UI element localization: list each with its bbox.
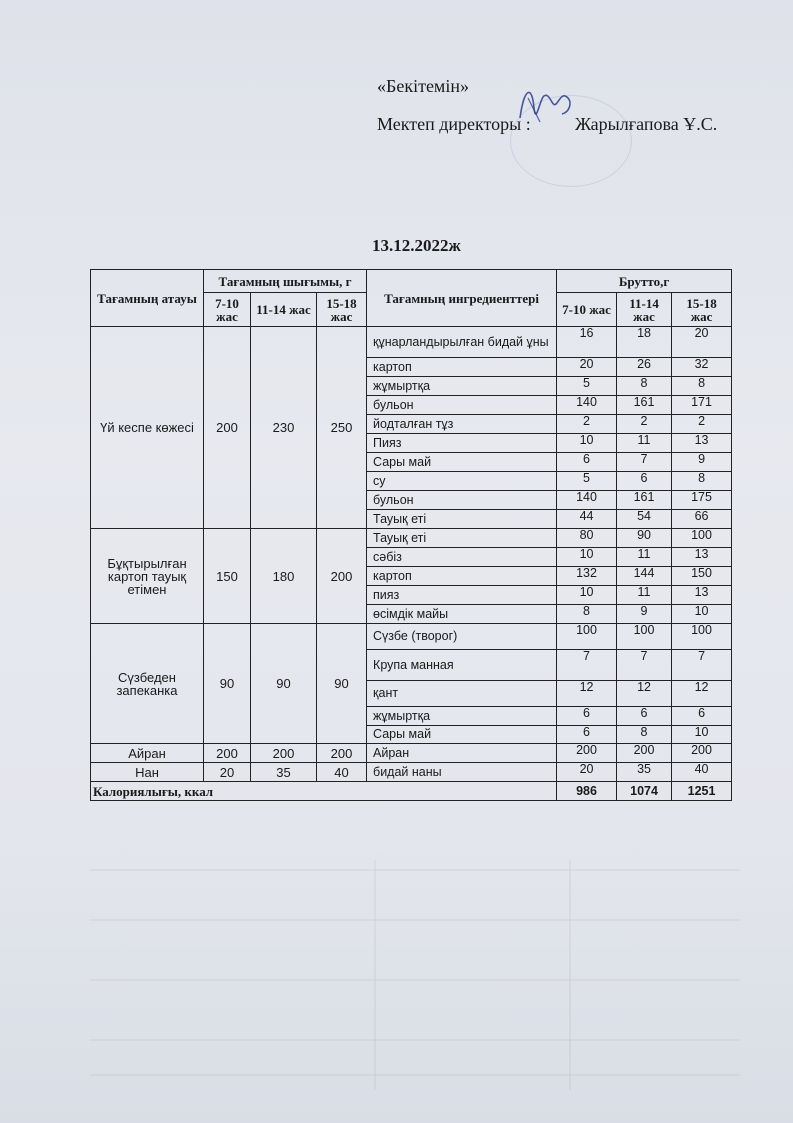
gross-value: 26: [617, 358, 672, 377]
gross-value: 32: [672, 358, 732, 377]
dish-yield: 150: [204, 529, 251, 624]
gross-value: 11: [617, 586, 672, 605]
gross-value: 6: [617, 707, 672, 726]
menu-date: 13.12.2022ж: [372, 236, 461, 255]
dish-name: Үй кеспе көжесі: [91, 327, 204, 529]
menu-table: [90, 269, 732, 801]
gross-value: 20: [557, 763, 617, 782]
header-yield-age3: 15-18 жас: [317, 293, 367, 327]
signature-mark: [510, 78, 580, 138]
gross-value: 20: [557, 358, 617, 377]
gross-value: 12: [617, 681, 672, 707]
gross-value: 90: [617, 529, 672, 548]
approval-title: «Бекітемін»: [377, 76, 469, 96]
gross-value: 5: [557, 377, 617, 396]
gross-value: 80: [557, 529, 617, 548]
gross-value: 10: [672, 726, 732, 744]
gross-value: 2: [617, 415, 672, 434]
dish-yield: 200: [317, 744, 367, 763]
gross-value: 8: [672, 377, 732, 396]
gross-value: 200: [672, 744, 732, 763]
ingredient-name: жұмыртқа: [367, 377, 557, 396]
gross-value: 9: [617, 605, 672, 624]
dish-name: Бұқтырылған картоп тауық етімен: [91, 529, 204, 624]
gross-value: 8: [557, 605, 617, 624]
gross-value: 5: [557, 472, 617, 491]
ingredient-name: бульон: [367, 491, 557, 510]
gross-value: 10: [672, 605, 732, 624]
director-name: Жарылғапова Ұ.С.: [575, 114, 718, 134]
ingredient-name: Сары май: [367, 453, 557, 472]
table-row: [91, 327, 732, 358]
dish-yield: 250: [317, 327, 367, 529]
gross-value: 12: [672, 681, 732, 707]
gross-value: 8: [672, 472, 732, 491]
gross-value: 132: [557, 567, 617, 586]
dish-yield: 90: [204, 624, 251, 744]
dish-yield: 230: [251, 327, 317, 529]
dish-yield: 20: [204, 763, 251, 782]
ingredient-name: өсімдік майы: [367, 605, 557, 624]
gross-value: 11: [617, 548, 672, 567]
header-gross: Брутто,г: [557, 270, 732, 293]
gross-value: 7: [617, 453, 672, 472]
ingredient-name: жұмыртқа: [367, 707, 557, 726]
table-row: [91, 744, 732, 763]
gross-value: 100: [672, 624, 732, 650]
dish-yield: 90: [317, 624, 367, 744]
table-row: [91, 529, 732, 548]
gross-value: 10: [557, 434, 617, 453]
gross-value: 150: [672, 567, 732, 586]
ingredient-name: Сары май: [367, 726, 557, 744]
gross-value: 7: [672, 650, 732, 681]
gross-value: 161: [617, 491, 672, 510]
gross-value: 6: [672, 707, 732, 726]
gross-value: 200: [557, 744, 617, 763]
gross-value: 7: [557, 650, 617, 681]
gross-value: 6: [557, 726, 617, 744]
director-label: Мектеп директоры :: [377, 114, 531, 134]
header-gross-age3: 15-18 жас: [672, 293, 732, 327]
gross-value: 6: [617, 472, 672, 491]
gross-value: 13: [672, 548, 732, 567]
gross-value: 18: [617, 327, 672, 358]
header-dish: Тағамның атауы: [91, 270, 204, 327]
dish-name: Айран: [91, 744, 204, 763]
dish-yield: 35: [251, 763, 317, 782]
gross-value: 44: [557, 510, 617, 529]
ingredient-name: бидай наны: [367, 763, 557, 782]
gross-value: 100: [557, 624, 617, 650]
header-ingredients: Тағамның ингредиенттері: [367, 270, 557, 327]
ingredient-name: су: [367, 472, 557, 491]
ingredient-name: Пияз: [367, 434, 557, 453]
gross-value: 175: [672, 491, 732, 510]
ingredient-name: құнарландырылған бидай ұны: [367, 327, 557, 358]
gross-value: 16: [557, 327, 617, 358]
gross-value: 171: [672, 396, 732, 415]
total-row: [91, 782, 732, 801]
gross-value: 144: [617, 567, 672, 586]
header-yield: Тағамның шығымы, г: [204, 270, 367, 293]
ingredient-name: Сүзбе (творог): [367, 624, 557, 650]
dish-yield: 200: [317, 529, 367, 624]
gross-value: 13: [672, 434, 732, 453]
table-row: [91, 624, 732, 650]
gross-value: 9: [672, 453, 732, 472]
dish-yield: 200: [204, 744, 251, 763]
dish-yield: 90: [251, 624, 317, 744]
calorie-value: 1251: [672, 782, 732, 801]
table-row: [91, 763, 732, 782]
gross-value: 40: [672, 763, 732, 782]
gross-value: 12: [557, 681, 617, 707]
ingredient-name: Тауық еті: [367, 529, 557, 548]
ingredient-name: қант: [367, 681, 557, 707]
dish-yield: 40: [317, 763, 367, 782]
gross-value: 200: [617, 744, 672, 763]
gross-value: 140: [557, 491, 617, 510]
gross-value: 2: [557, 415, 617, 434]
gross-value: 8: [617, 726, 672, 744]
ingredient-name: Айран: [367, 744, 557, 763]
header-yield-age2: 11-14 жас: [251, 293, 317, 327]
header-gross-age1: 7-10 жас: [557, 293, 617, 327]
gross-value: 140: [557, 396, 617, 415]
ingredient-name: бульон: [367, 396, 557, 415]
gross-value: 13: [672, 586, 732, 605]
header-gross-age2: 11-14 жас: [617, 293, 672, 327]
gross-value: 10: [557, 548, 617, 567]
gross-value: 100: [617, 624, 672, 650]
dish-yield: 180: [251, 529, 317, 624]
gross-value: 7: [617, 650, 672, 681]
gross-value: 54: [617, 510, 672, 529]
ingredient-name: Крупа манная: [367, 650, 557, 681]
ingredient-name: пияз: [367, 586, 557, 605]
dish-name: Нан: [91, 763, 204, 782]
gross-value: 6: [557, 707, 617, 726]
calorie-value: 986: [557, 782, 617, 801]
bleed-through-lines: [90, 860, 740, 1090]
calorie-value: 1074: [617, 782, 672, 801]
gross-value: 161: [617, 396, 672, 415]
dish-name: Сүзбеден запеканка: [91, 624, 204, 744]
gross-value: 8: [617, 377, 672, 396]
gross-value: 35: [617, 763, 672, 782]
gross-value: 20: [672, 327, 732, 358]
gross-value: 100: [672, 529, 732, 548]
gross-value: 11: [617, 434, 672, 453]
gross-value: 2: [672, 415, 732, 434]
gross-value: 10: [557, 586, 617, 605]
ingredient-name: йодталған тұз: [367, 415, 557, 434]
ingredient-name: картоп: [367, 567, 557, 586]
calorie-label: Калориялығы, ккал: [91, 782, 557, 801]
ingredient-name: картоп: [367, 358, 557, 377]
header-yield-age1: 7-10 жас: [204, 293, 251, 327]
dish-yield: 200: [251, 744, 317, 763]
gross-value: 66: [672, 510, 732, 529]
dish-yield: 200: [204, 327, 251, 529]
gross-value: 6: [557, 453, 617, 472]
ingredient-name: сәбіз: [367, 548, 557, 567]
ingredient-name: Тауық еті: [367, 510, 557, 529]
